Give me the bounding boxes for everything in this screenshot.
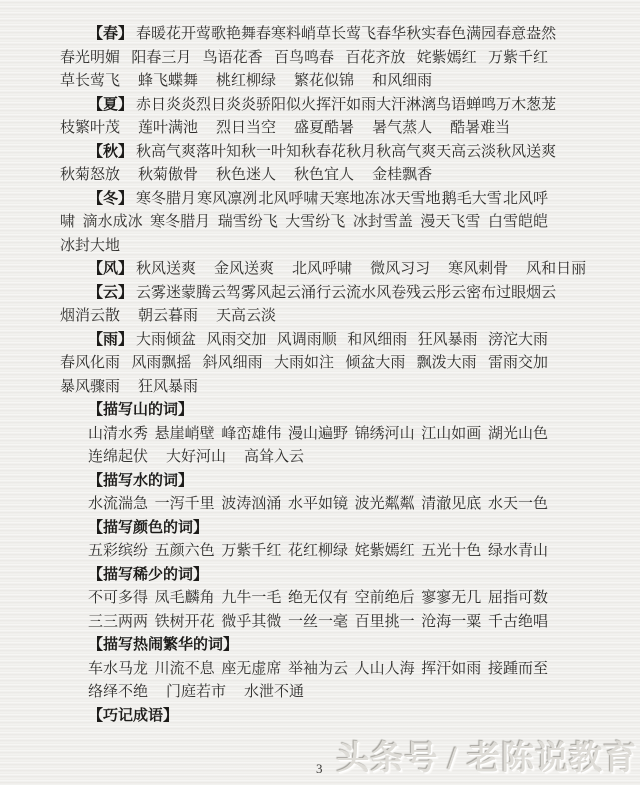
word-item: 秋高气爽 [376, 143, 437, 160]
section-title-line [88, 705, 548, 729]
word-item: 秋风送爽 [136, 261, 197, 277]
word-line [60, 117, 548, 141]
word-item: 春光明媚 [60, 49, 121, 66]
section-label: 【巧记成语】 [88, 707, 179, 724]
watermark: 头条号 / 老陈说教育 [336, 741, 637, 777]
word-item: 连绵起伏 [88, 449, 149, 465]
word-item: 滴水成冰 [82, 214, 143, 230]
word-line [60, 235, 548, 259]
word-item: 锦绣河山 [354, 425, 415, 442]
word-line [88, 94, 557, 118]
word-item: 寒冬腊月 [136, 190, 197, 207]
word-item: 绝无仅有 [287, 590, 348, 606]
word-item: 春花秋月 [316, 143, 377, 160]
word-item: 漫山遍野 [287, 425, 348, 442]
word-item: 万木葱茏 [496, 96, 557, 113]
word-item: 雷雨交加 [487, 355, 548, 371]
section-label: 【描写水的词】 [88, 472, 194, 489]
word-item: 腾云驾雾 [196, 284, 257, 301]
word-line [88, 681, 548, 705]
word-item: 微乎其微 [221, 613, 282, 630]
word-line [88, 540, 548, 564]
word-item: 湖光山色 [487, 425, 548, 442]
section-label: 【夏】 [88, 96, 134, 113]
word-item: 水流湍急 [88, 496, 149, 512]
word-item: 空前绝后 [354, 590, 415, 606]
word-item: 和风细雨 [372, 73, 433, 89]
section-title-line [88, 470, 548, 494]
section-title-line [88, 634, 548, 658]
word-item: 不可多得 [88, 590, 149, 606]
word-item: 草长莺飞 [316, 26, 377, 42]
word-item: 大雨倾盆 [136, 331, 197, 348]
document-body [60, 23, 587, 728]
word-item: 大汗淋漓 [376, 96, 437, 113]
word-item: 波涛汹涌 [221, 496, 282, 512]
word-item: 五彩缤纷 [88, 543, 149, 559]
word-item: 高耸入云 [244, 449, 305, 465]
word-item: 北风呼啸 [292, 261, 353, 277]
word-item: 举袖为云 [287, 660, 348, 677]
word-item: 冰封雪盖 [352, 214, 413, 230]
word-item: 一泻千里 [154, 496, 215, 512]
word-item: 寥寥无几 [421, 590, 482, 606]
word-item: 枝繁叶茂 [60, 120, 121, 136]
word-line [88, 423, 548, 447]
word-item: 风起云涌 [256, 284, 317, 301]
word-line [88, 446, 548, 470]
word-line [88, 658, 548, 682]
word-item: 烟消云散 [60, 308, 121, 324]
word-item: 大雨如注 [273, 355, 334, 371]
section-title-line [88, 564, 548, 588]
section-lead [88, 282, 196, 306]
word-item: 风和日丽 [526, 261, 587, 277]
word-item: 北风呼啸 [258, 190, 319, 207]
section-lead [88, 141, 196, 165]
section [60, 329, 548, 400]
word-line [88, 141, 557, 165]
word-item: 鹅毛大雪 [441, 190, 502, 207]
word-item: 大好河山 [166, 449, 227, 465]
word-item: 秋菊怒放 [60, 167, 121, 183]
section [60, 282, 557, 329]
word-item: 百里挑一 [354, 613, 415, 630]
section [60, 517, 548, 564]
word-item: 飘泼大雨 [416, 355, 477, 371]
page-number: 3 [316, 761, 323, 776]
word-item: 秋色宜人 [294, 167, 355, 183]
word-item: 秋菊傲骨 [138, 167, 199, 183]
word-item: 水平如镜 [287, 496, 348, 512]
section [60, 399, 548, 470]
word-item: 座无虚席 [221, 660, 282, 677]
word-item: 金风送爽 [214, 261, 275, 277]
word-item: 朝云暮雨 [138, 308, 199, 324]
word-item: 万紫千红 [221, 543, 282, 559]
word-item: 峰峦雄伟 [221, 425, 282, 442]
word-item: 赤日炎炎 [136, 96, 197, 113]
section-lead [88, 23, 196, 47]
word-item: 川流不息 [154, 660, 215, 677]
word-item: 山清水秀 [88, 425, 149, 442]
word-item: 云雾迷蒙 [136, 284, 197, 301]
word-item: 和风细雨 [347, 331, 408, 348]
word-line [88, 188, 548, 212]
word-item: 彤云密布 [436, 284, 497, 301]
word-item: 天高云淡 [436, 143, 497, 160]
section-label: 【描写颜色的词】 [88, 519, 209, 536]
word-item: 姹紫嫣红 [354, 543, 415, 559]
word-item: 行云流水 [316, 284, 377, 301]
word-item: 暑气蒸人 [372, 120, 433, 136]
word-item: 盛夏酷暑 [294, 120, 355, 136]
word-item: 一丝一毫 [287, 613, 348, 630]
section-title-line [88, 399, 548, 423]
word-item: 凤毛麟角 [154, 590, 215, 606]
word-item: 姹紫嫣红 [416, 49, 477, 66]
word-item: 天高云淡 [216, 308, 277, 324]
word-item: 百花齐放 [345, 49, 406, 66]
word-item: 风调雨顺 [276, 331, 337, 348]
word-item: 九牛一毛 [221, 590, 282, 606]
section [60, 141, 557, 188]
word-item: 莺歌艳舞 [196, 26, 257, 42]
word-item: 烈日当空 [216, 120, 277, 136]
word-item: 门庭若市 [166, 684, 227, 700]
word-item: 人山人海 [354, 660, 415, 677]
word-item: 铁树开花 [154, 613, 215, 630]
section-label: 【秋】 [88, 143, 134, 160]
word-item: 鸟语花香 [202, 49, 263, 66]
word-item: 漫天飞雪 [420, 214, 481, 230]
word-line [88, 282, 557, 306]
word-item: 车水马龙 [88, 660, 149, 677]
word-item: 繁花似锦 [294, 73, 355, 89]
word-item: 蜂飞蝶舞 [138, 73, 199, 89]
word-line [88, 587, 548, 611]
word-item: 斜风细雨 [202, 355, 263, 371]
word-item: 百鸟鸣春 [273, 49, 334, 66]
section-label: 【描写热闹繁华的词】 [88, 637, 239, 653]
section-title-line [88, 517, 548, 541]
word-item: 络绎不绝 [88, 684, 149, 700]
word-item: 寒风凛冽 [197, 190, 258, 207]
section [60, 634, 548, 705]
section [60, 258, 587, 282]
word-item: 桃红柳绿 [216, 73, 277, 89]
section-label: 【描写稀少的词】 [88, 566, 209, 583]
word-item: 倾盆大雨 [345, 355, 406, 371]
word-item: 落叶知秋 [196, 143, 257, 160]
word-item: 草长莺飞 [60, 73, 121, 89]
word-line [88, 23, 557, 47]
word-item: 悬崖峭壁 [154, 425, 215, 442]
word-item: 北风呼 [502, 190, 548, 207]
word-item: 冰天雪地 [380, 190, 441, 207]
section [60, 564, 548, 635]
word-item: 白雪皑皑 [487, 214, 548, 230]
section-lead [88, 258, 196, 282]
section [60, 94, 557, 141]
word-line [60, 305, 548, 329]
word-item: 狂风暴雨 [417, 331, 478, 348]
word-item: 鸟语蝉鸣 [436, 96, 497, 113]
word-item: 春风化雨 [60, 355, 121, 371]
word-line [60, 376, 548, 400]
word-line [88, 329, 548, 353]
word-item: 冰封大地 [60, 237, 121, 254]
word-item: 沧海一粟 [421, 613, 482, 630]
word-item: 花红柳绿 [287, 543, 348, 559]
word-item: 春华秋实 [376, 26, 437, 42]
word-item: 江山如画 [421, 425, 482, 442]
section [60, 705, 548, 729]
section [60, 188, 548, 259]
word-item: 一叶知秋 [256, 143, 317, 160]
word-item: 寒冬腊月 [150, 214, 211, 230]
word-item: 水天一色 [487, 496, 548, 512]
word-item: 金桂飘香 [372, 167, 433, 183]
word-item: 狂风暴雨 [138, 378, 199, 395]
word-line [60, 352, 548, 376]
word-item: 五颜六色 [154, 543, 215, 559]
section-lead [88, 188, 196, 212]
word-item: 挥汗如雨 [316, 96, 377, 113]
word-item: 秋高气爽 [136, 143, 197, 160]
word-item: 风雨飘摇 [131, 355, 192, 371]
word-item: 千古绝唱 [487, 613, 548, 630]
word-item: 暴风骤雨 [60, 378, 121, 395]
word-item: 万紫千红 [487, 49, 548, 66]
word-item: 春暖花开 [136, 26, 197, 42]
section-label: 【描写山的词】 [88, 402, 194, 418]
word-item: 瑞雪纷飞 [217, 214, 278, 230]
word-item: 阳春三月 [131, 49, 192, 66]
word-item: 五光十色 [421, 543, 482, 559]
word-item: 绿水青山 [487, 543, 548, 559]
word-line [60, 164, 548, 188]
word-line [60, 211, 548, 235]
word-item: 秋色迷人 [216, 167, 277, 183]
word-item: 啸 [60, 214, 76, 230]
word-line [60, 47, 548, 71]
section [60, 23, 557, 94]
word-item: 挥汗如雨 [421, 660, 482, 677]
word-item: 风卷残云 [376, 284, 437, 301]
section [60, 470, 548, 517]
word-item: 大雪纷飞 [285, 214, 346, 230]
word-line [88, 258, 587, 282]
word-item: 春寒料峭 [256, 26, 317, 42]
section-lead [88, 94, 196, 118]
word-item: 屈指可数 [487, 590, 548, 606]
word-item: 三三两两 [88, 613, 149, 630]
section-label: 【春】 [88, 26, 134, 42]
word-item: 微风习习 [370, 261, 431, 277]
word-item: 烈日炎炎 [196, 96, 257, 113]
word-item: 寒风刺骨 [448, 261, 509, 277]
word-item: 春色满园 [436, 26, 497, 42]
section-label: 【雨】 [88, 331, 134, 348]
section-label: 【风】 [88, 261, 134, 277]
word-item: 波光粼粼 [354, 496, 415, 512]
word-item: 过眼烟云 [496, 284, 557, 301]
word-item: 清澈见底 [421, 496, 482, 512]
section-label: 【云】 [88, 284, 134, 301]
word-line [88, 611, 548, 635]
word-item: 天寒地冻 [319, 190, 380, 207]
word-item: 水泄不通 [244, 684, 305, 700]
word-item: 滂沱大雨 [487, 331, 548, 348]
word-item: 莲叶满池 [138, 120, 199, 136]
word-item: 春意盎然 [496, 26, 557, 42]
word-item: 风雨交加 [206, 331, 267, 348]
word-line [60, 70, 548, 94]
section-lead [88, 329, 196, 353]
word-item: 接踵而至 [487, 660, 548, 677]
section-label: 【冬】 [88, 190, 134, 207]
word-item: 秋风送爽 [496, 143, 557, 160]
word-item: 酷暑难当 [450, 120, 511, 136]
word-item: 骄阳似火 [256, 96, 317, 113]
word-line [88, 493, 548, 517]
